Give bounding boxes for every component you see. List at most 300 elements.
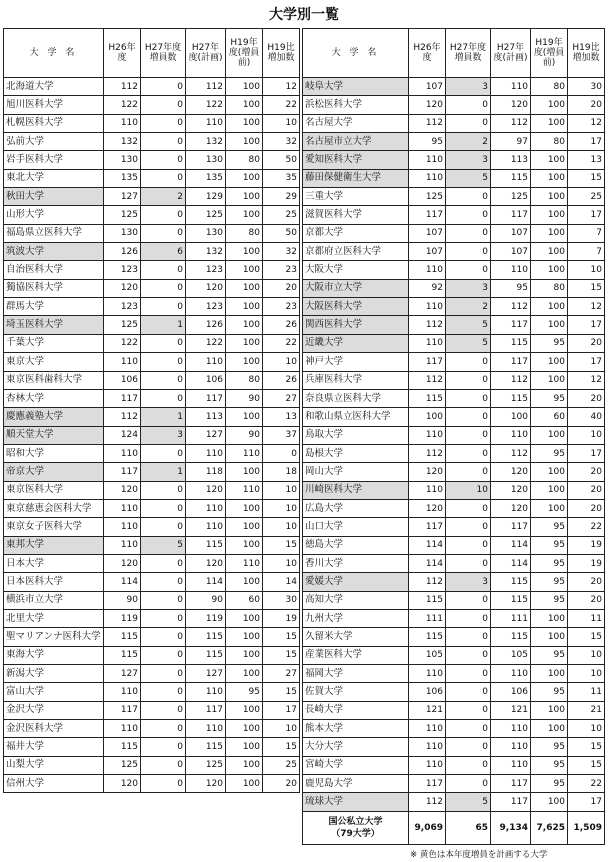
university-name: 東海大学 bbox=[4, 646, 104, 664]
university-name: 千葉大学 bbox=[4, 334, 104, 352]
h26-value: 119 bbox=[104, 609, 141, 627]
h26-value: 130 bbox=[104, 151, 141, 169]
table-row bbox=[303, 738, 605, 756]
h26-value: 127 bbox=[104, 665, 141, 683]
h19-value: 110 bbox=[226, 444, 263, 462]
h27-value: 132 bbox=[186, 133, 226, 151]
total-h27: 9,134 bbox=[491, 811, 531, 844]
h26-value: 110 bbox=[409, 738, 446, 756]
h27-value: 110 bbox=[186, 518, 226, 536]
increase-value: 0 bbox=[446, 756, 491, 774]
university-name: 大阪市立大学 bbox=[303, 279, 409, 297]
university-name: 京都府立医科大学 bbox=[303, 243, 409, 261]
diff-value: 25 bbox=[568, 188, 605, 206]
increase-value: 0 bbox=[446, 518, 491, 536]
h19-value: 100 bbox=[226, 316, 263, 334]
diff-value: 17 bbox=[263, 701, 300, 719]
h26-value: 117 bbox=[409, 518, 446, 536]
increase-value: 0 bbox=[446, 536, 491, 554]
increase-value: 0 bbox=[446, 96, 491, 114]
university-name: 福島県立医科大学 bbox=[4, 224, 104, 242]
table-row bbox=[303, 701, 605, 719]
h26-value: 117 bbox=[104, 701, 141, 719]
diff-value: 21 bbox=[568, 701, 605, 719]
h19-value: 95 bbox=[531, 756, 568, 774]
page-title: 大学別一覧 bbox=[269, 7, 339, 23]
table-row bbox=[4, 591, 300, 609]
university-name: 山形大学 bbox=[4, 206, 104, 224]
increase-value: 0 bbox=[141, 591, 186, 609]
diff-value: 12 bbox=[568, 371, 605, 389]
diff-value: 17 bbox=[568, 133, 605, 151]
h19-value: 100 bbox=[226, 646, 263, 664]
diff-value: 10 bbox=[263, 554, 300, 572]
h19-value: 80 bbox=[226, 224, 263, 242]
table-row bbox=[4, 775, 300, 793]
table-row bbox=[4, 133, 300, 151]
increase-value: 0 bbox=[446, 224, 491, 242]
h27-value: 113 bbox=[186, 408, 226, 426]
university-name: 慶應義塾大学 bbox=[4, 408, 104, 426]
h26-value: 127 bbox=[104, 188, 141, 206]
diff-value: 15 bbox=[568, 628, 605, 646]
increase-value: 0 bbox=[141, 646, 186, 664]
diff-value: 10 bbox=[568, 665, 605, 683]
diff-value: 18 bbox=[263, 463, 300, 481]
h19-value: 100 bbox=[226, 188, 263, 206]
h19-value: 100 bbox=[226, 408, 263, 426]
university-name: 山梨大学 bbox=[4, 756, 104, 774]
h27-value: 120 bbox=[186, 554, 226, 572]
h27-value: 110 bbox=[491, 665, 531, 683]
h19-value: 100 bbox=[531, 481, 568, 499]
h26-value: 132 bbox=[104, 133, 141, 151]
h19-value: 100 bbox=[226, 701, 263, 719]
h26-value: 125 bbox=[104, 206, 141, 224]
h27-value: 117 bbox=[186, 701, 226, 719]
university-name: 札幌医科大学 bbox=[4, 114, 104, 132]
h26-value: 100 bbox=[409, 408, 446, 426]
university-name: 長崎大学 bbox=[303, 701, 409, 719]
increase-value: 0 bbox=[141, 151, 186, 169]
h26-value: 126 bbox=[104, 243, 141, 261]
diff-value: 32 bbox=[263, 133, 300, 151]
diff-value: 25 bbox=[263, 756, 300, 774]
h19-value: 95 bbox=[531, 554, 568, 572]
university-name: 奈良県立医科大学 bbox=[303, 389, 409, 407]
table-row bbox=[303, 188, 605, 206]
table-row bbox=[303, 573, 605, 591]
h26-value: 110 bbox=[104, 720, 141, 738]
h27-value: 122 bbox=[186, 96, 226, 114]
table-row bbox=[4, 261, 300, 279]
h27-value: 122 bbox=[186, 334, 226, 352]
university-name: 弘前大学 bbox=[4, 133, 104, 151]
h27-value: 120 bbox=[491, 481, 531, 499]
increase-value: 0 bbox=[141, 701, 186, 719]
table-row bbox=[4, 518, 300, 536]
table-row bbox=[303, 536, 605, 554]
h19-value: 100 bbox=[226, 334, 263, 352]
h27-value: 123 bbox=[186, 298, 226, 316]
increase-value: 0 bbox=[141, 133, 186, 151]
increase-value: 0 bbox=[141, 206, 186, 224]
h27-value: 135 bbox=[186, 169, 226, 187]
h19-value: 100 bbox=[226, 628, 263, 646]
increase-value: 5 bbox=[446, 316, 491, 334]
total-h26: 9,069 bbox=[409, 811, 446, 844]
diff-value: 26 bbox=[263, 371, 300, 389]
h19-value: 100 bbox=[226, 169, 263, 187]
h27-value: 97 bbox=[491, 133, 531, 151]
diff-value: 30 bbox=[568, 78, 605, 96]
diff-value: 17 bbox=[568, 206, 605, 224]
h27-value: 120 bbox=[186, 279, 226, 297]
diff-value: 29 bbox=[263, 188, 300, 206]
university-name: 近畿大学 bbox=[303, 334, 409, 352]
h19-value: 100 bbox=[226, 665, 263, 683]
increase-value: 0 bbox=[446, 114, 491, 132]
h26-value: 117 bbox=[104, 389, 141, 407]
university-name: 杏林大学 bbox=[4, 389, 104, 407]
table-row bbox=[303, 316, 605, 334]
table-row bbox=[303, 261, 605, 279]
diff-value: 15 bbox=[263, 738, 300, 756]
h26-value: 110 bbox=[409, 720, 446, 738]
university-name: 島根大学 bbox=[303, 444, 409, 462]
h26-value: 110 bbox=[409, 665, 446, 683]
university-name: 新潟大学 bbox=[4, 665, 104, 683]
diff-value: 15 bbox=[568, 756, 605, 774]
diff-value: 0 bbox=[263, 444, 300, 462]
university-name: 名古屋大学 bbox=[303, 114, 409, 132]
table-row bbox=[4, 701, 300, 719]
h19-value: 100 bbox=[226, 78, 263, 96]
increase-value: 0 bbox=[141, 78, 186, 96]
university-name: 香川大学 bbox=[303, 554, 409, 572]
h27-value: 110 bbox=[186, 114, 226, 132]
h19-value: 90 bbox=[226, 389, 263, 407]
table-row bbox=[303, 463, 605, 481]
h26-value: 115 bbox=[409, 628, 446, 646]
h26-value: 110 bbox=[409, 756, 446, 774]
h26-value: 114 bbox=[104, 573, 141, 591]
h26-value: 110 bbox=[409, 151, 446, 169]
diff-value: 20 bbox=[568, 499, 605, 517]
h26-value: 122 bbox=[104, 96, 141, 114]
university-name: 福岡大学 bbox=[303, 665, 409, 683]
increase-value: 0 bbox=[141, 371, 186, 389]
h27-value: 130 bbox=[186, 224, 226, 242]
increase-value: 0 bbox=[141, 279, 186, 297]
diff-value: 19 bbox=[263, 609, 300, 627]
diff-value: 15 bbox=[263, 683, 300, 701]
diff-value: 15 bbox=[263, 628, 300, 646]
total-increase: 65 bbox=[446, 811, 491, 844]
h19-value: 100 bbox=[226, 536, 263, 554]
h19-value: 95 bbox=[226, 683, 263, 701]
increase-value: 0 bbox=[446, 738, 491, 756]
h26-value: 112 bbox=[104, 408, 141, 426]
h27-value: 105 bbox=[491, 646, 531, 664]
footnote: ※ 黄色は本年度増員を計画する大学 bbox=[410, 850, 548, 860]
h19-value: 100 bbox=[226, 463, 263, 481]
increase-value: 0 bbox=[141, 518, 186, 536]
university-name: 和歌山県立医科大学 bbox=[303, 408, 409, 426]
university-name: 北海道大学 bbox=[4, 78, 104, 96]
h19-value: 100 bbox=[531, 243, 568, 261]
h27-value: 110 bbox=[491, 738, 531, 756]
h27-value: 123 bbox=[186, 261, 226, 279]
increase-value: 5 bbox=[446, 793, 491, 811]
table-row bbox=[303, 389, 605, 407]
h27-value: 112 bbox=[491, 444, 531, 462]
h19-value: 100 bbox=[531, 188, 568, 206]
h19-value: 100 bbox=[226, 499, 263, 517]
university-name: 藤田保健衛生大学 bbox=[303, 169, 409, 187]
h19-value: 100 bbox=[531, 114, 568, 132]
university-name: 東北大学 bbox=[4, 169, 104, 187]
h19-value: 95 bbox=[531, 775, 568, 793]
diff-value: 15 bbox=[568, 738, 605, 756]
h27-value: 110 bbox=[491, 426, 531, 444]
h19-value: 95 bbox=[531, 334, 568, 352]
h19-value: 95 bbox=[531, 444, 568, 462]
university-name: 昭和大学 bbox=[4, 444, 104, 462]
h19-value: 100 bbox=[226, 261, 263, 279]
h19-value: 95 bbox=[531, 591, 568, 609]
total-name bbox=[303, 811, 409, 844]
diff-value: 26 bbox=[263, 316, 300, 334]
table-row bbox=[303, 444, 605, 462]
university-name: 大阪大学 bbox=[303, 261, 409, 279]
diff-value: 20 bbox=[568, 389, 605, 407]
diff-value: 14 bbox=[263, 573, 300, 591]
diff-value: 25 bbox=[263, 206, 300, 224]
university-name: 鹿児島大学 bbox=[303, 775, 409, 793]
increase-value: 10 bbox=[446, 481, 491, 499]
table-row bbox=[303, 518, 605, 536]
total-row bbox=[303, 811, 605, 844]
university-name: 宮崎大学 bbox=[303, 756, 409, 774]
h27-value: 113 bbox=[491, 151, 531, 169]
h27-value: 107 bbox=[491, 243, 531, 261]
increase-value: 5 bbox=[141, 536, 186, 554]
h26-value: 110 bbox=[409, 169, 446, 187]
total-diff: 1,509 bbox=[568, 811, 605, 844]
diff-value: 15 bbox=[568, 279, 605, 297]
h26-value: 112 bbox=[104, 78, 141, 96]
h19-value: 100 bbox=[226, 114, 263, 132]
h27-value: 117 bbox=[491, 316, 531, 334]
h27-value: 111 bbox=[491, 609, 531, 627]
h26-value: 110 bbox=[104, 518, 141, 536]
h19-value: 100 bbox=[531, 316, 568, 334]
university-name: 獨協医科大学 bbox=[4, 279, 104, 297]
h27-value: 110 bbox=[491, 78, 531, 96]
table-row bbox=[303, 334, 605, 352]
diff-value: 13 bbox=[263, 408, 300, 426]
table-row bbox=[303, 646, 605, 664]
university-name: 浜松医科大学 bbox=[303, 96, 409, 114]
table-row bbox=[303, 78, 605, 96]
increase-value: 0 bbox=[141, 720, 186, 738]
table-row bbox=[4, 151, 300, 169]
h26-value: 110 bbox=[104, 536, 141, 554]
h26-value: 122 bbox=[104, 334, 141, 352]
university-name: 東京大学 bbox=[4, 353, 104, 371]
h26-value: 115 bbox=[104, 738, 141, 756]
diff-value: 23 bbox=[263, 298, 300, 316]
university-name: 旭川医科大学 bbox=[4, 96, 104, 114]
h27-value: 118 bbox=[186, 463, 226, 481]
diff-value: 11 bbox=[568, 683, 605, 701]
increase-value: 0 bbox=[141, 481, 186, 499]
diff-value: 7 bbox=[568, 243, 605, 261]
h27-value: 127 bbox=[186, 665, 226, 683]
h27-value: 100 bbox=[491, 408, 531, 426]
h26-value: 115 bbox=[409, 591, 446, 609]
increase-value: 0 bbox=[446, 701, 491, 719]
h19-value: 100 bbox=[531, 426, 568, 444]
diff-value: 20 bbox=[568, 573, 605, 591]
h27-value: 110 bbox=[186, 499, 226, 517]
h19-value: 110 bbox=[226, 554, 263, 572]
h26-value: 107 bbox=[409, 224, 446, 242]
h27-value: 112 bbox=[491, 114, 531, 132]
h19-value: 95 bbox=[531, 683, 568, 701]
header-name: 大 学 名 bbox=[303, 29, 409, 78]
table-row bbox=[303, 591, 605, 609]
table-row bbox=[4, 408, 300, 426]
h27-value: 110 bbox=[186, 720, 226, 738]
header-h27-plan: H27年度(計画) bbox=[491, 29, 531, 78]
h19-value: 100 bbox=[531, 371, 568, 389]
h26-value: 120 bbox=[104, 481, 141, 499]
h19-value: 100 bbox=[531, 224, 568, 242]
increase-value: 0 bbox=[141, 444, 186, 462]
table-row bbox=[303, 683, 605, 701]
increase-value: 0 bbox=[446, 261, 491, 279]
h26-value: 110 bbox=[409, 334, 446, 352]
h26-value: 130 bbox=[104, 224, 141, 242]
h27-value: 110 bbox=[186, 353, 226, 371]
h26-value: 112 bbox=[409, 573, 446, 591]
increase-value: 0 bbox=[141, 609, 186, 627]
increase-value: 6 bbox=[141, 243, 186, 261]
table-row bbox=[303, 169, 605, 187]
h27-value: 125 bbox=[186, 206, 226, 224]
university-name: 信州大学 bbox=[4, 775, 104, 793]
table-row bbox=[4, 463, 300, 481]
increase-value: 0 bbox=[446, 665, 491, 683]
university-name: 日本医科大学 bbox=[4, 573, 104, 591]
h27-value: 117 bbox=[186, 389, 226, 407]
university-name: 東京女子医科大学 bbox=[4, 518, 104, 536]
h26-value: 120 bbox=[104, 775, 141, 793]
h27-value: 90 bbox=[186, 591, 226, 609]
diff-value: 10 bbox=[568, 720, 605, 738]
diff-value: 23 bbox=[263, 261, 300, 279]
increase-value: 0 bbox=[141, 499, 186, 517]
h26-value: 120 bbox=[409, 499, 446, 517]
table-row bbox=[4, 628, 300, 646]
h19-value: 100 bbox=[226, 353, 263, 371]
table-row bbox=[4, 169, 300, 187]
table-row bbox=[303, 756, 605, 774]
increase-value: 0 bbox=[141, 353, 186, 371]
university-name: 徳島大学 bbox=[303, 536, 409, 554]
increase-value: 0 bbox=[141, 334, 186, 352]
diff-value: 50 bbox=[263, 224, 300, 242]
diff-value: 17 bbox=[568, 793, 605, 811]
increase-value: 3 bbox=[446, 279, 491, 297]
increase-value: 0 bbox=[446, 646, 491, 664]
h19-value: 100 bbox=[531, 151, 568, 169]
h26-value: 123 bbox=[104, 261, 141, 279]
increase-value: 0 bbox=[446, 444, 491, 462]
university-name: 群馬大学 bbox=[4, 298, 104, 316]
university-name: 岡山大学 bbox=[303, 463, 409, 481]
h27-value: 115 bbox=[491, 334, 531, 352]
table-row bbox=[4, 114, 300, 132]
h26-value: 123 bbox=[104, 298, 141, 316]
table-row bbox=[4, 206, 300, 224]
diff-value: 12 bbox=[568, 114, 605, 132]
h27-value: 120 bbox=[491, 96, 531, 114]
header-h19: H19年度(増員前) bbox=[226, 29, 263, 78]
increase-value: 3 bbox=[446, 78, 491, 96]
h19-value: 95 bbox=[531, 738, 568, 756]
h27-value: 107 bbox=[491, 224, 531, 242]
h27-value: 127 bbox=[186, 426, 226, 444]
increase-value: 0 bbox=[141, 389, 186, 407]
h19-value: 100 bbox=[226, 775, 263, 793]
diff-value: 10 bbox=[263, 114, 300, 132]
diff-value: 10 bbox=[263, 481, 300, 499]
h26-value: 115 bbox=[104, 646, 141, 664]
table-row bbox=[303, 793, 605, 811]
table-row bbox=[4, 298, 300, 316]
increase-value: 0 bbox=[141, 665, 186, 683]
h27-value: 117 bbox=[491, 793, 531, 811]
table-row bbox=[303, 279, 605, 297]
h27-value: 115 bbox=[491, 591, 531, 609]
table-row bbox=[4, 224, 300, 242]
h26-value: 106 bbox=[104, 371, 141, 389]
table-row bbox=[4, 499, 300, 517]
university-name: 愛媛大学 bbox=[303, 573, 409, 591]
university-name: 久留米大学 bbox=[303, 628, 409, 646]
increase-value: 0 bbox=[141, 169, 186, 187]
h26-value: 106 bbox=[409, 683, 446, 701]
h19-value: 100 bbox=[531, 96, 568, 114]
diff-value: 22 bbox=[568, 518, 605, 536]
h26-value: 111 bbox=[409, 609, 446, 627]
increase-value: 3 bbox=[446, 151, 491, 169]
h19-value: 80 bbox=[531, 133, 568, 151]
increase-value: 1 bbox=[141, 316, 186, 334]
diff-value: 20 bbox=[263, 775, 300, 793]
h27-value: 115 bbox=[186, 536, 226, 554]
h19-value: 100 bbox=[531, 261, 568, 279]
h27-value: 117 bbox=[491, 353, 531, 371]
h19-value: 95 bbox=[531, 389, 568, 407]
increase-value: 0 bbox=[141, 573, 186, 591]
increase-value: 0 bbox=[141, 114, 186, 132]
diff-value: 30 bbox=[263, 591, 300, 609]
table-row bbox=[4, 96, 300, 114]
